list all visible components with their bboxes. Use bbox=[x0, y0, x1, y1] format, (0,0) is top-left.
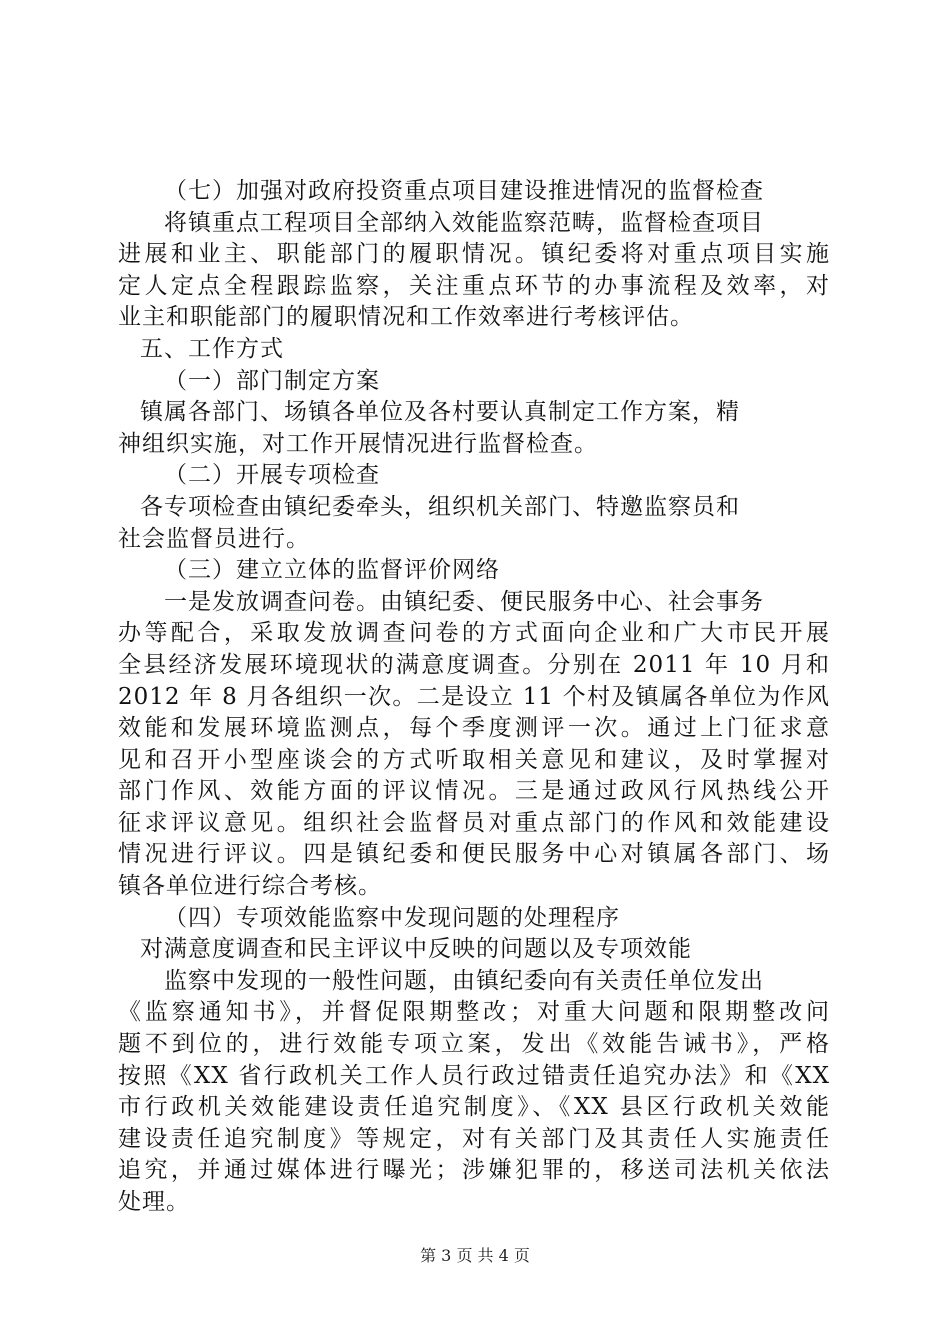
paragraph-line: 将镇重点工程项目全部纳入效能监察范畴，监督检查项目 bbox=[164, 209, 764, 236]
paragraph-line: 《监察通知书》，并督促限期整改；对重大问题和限期整改问 bbox=[118, 999, 830, 1026]
paragraph-line: 全县经济发展环境现状的满意度调查。分别在 2011 年 10 月和 bbox=[118, 651, 830, 678]
subheading-3: （三）建立立体的监督评价网络 bbox=[164, 557, 500, 584]
paragraph-line: 对满意度调查和民主评议中反映的问题以及专项效能 bbox=[140, 936, 692, 963]
paragraph-line: 神组织实施，对工作开展情况进行监督检查。 bbox=[118, 430, 598, 457]
paragraph-line: 定人定点全程跟踪监察，关注重点环节的办事流程及效率，对 bbox=[118, 272, 830, 299]
paragraph-line: 2012 年 8 月各组织一次。二是设立 11 个村及镇属各单位为作风 bbox=[118, 683, 830, 710]
paragraph-line: 见和召开小型座谈会的方式听取相关意见和建议，及时掌握对 bbox=[118, 746, 830, 773]
document-body bbox=[118, 176, 830, 1219]
subheading-1: （一）部门制定方案 bbox=[164, 367, 380, 394]
paragraph-line: 按照《XX 省行政机关工作人员行政过错责任追究办法》和《XX bbox=[118, 1062, 830, 1089]
page-footer: 第 3 页 共 4 页 bbox=[420, 1246, 530, 1265]
paragraph-line: 各专项检查由镇纪委牵头，组织机关部门、特邀监察员和 bbox=[140, 493, 740, 520]
paragraph-line: 情况进行评议。四是镇纪委和便民服务中心对镇属各部门、场 bbox=[118, 841, 830, 868]
paragraph-line: 征求评议意见。组织社会监督员对重点部门的作风和效能建设 bbox=[118, 809, 830, 836]
paragraph-line: 建设责任追究制度》等规定，对有关部门及其责任人实施责任 bbox=[118, 1125, 830, 1152]
paragraph-line: 进展和业主、职能部门的履职情况。镇纪委将对重点项目实施 bbox=[118, 241, 830, 268]
subheading-2: （二）开展专项检查 bbox=[164, 462, 380, 489]
paragraph-line: 部门作风、效能方面的评议情况。三是通过政风行风热线公开 bbox=[118, 778, 830, 805]
subheading-4: （四）专项效能监察中发现问题的处理程序 bbox=[164, 904, 620, 931]
paragraph-line: 办等配合，采取发放调查问卷的方式面向企业和广大市民开展 bbox=[118, 620, 830, 647]
paragraph-line: 市行政机关效能建设责任追究制度》、《XX 县区行政机关效能 bbox=[118, 1094, 830, 1121]
paragraph-line: 镇各单位进行综合考核。 bbox=[118, 873, 382, 900]
paragraph-line: 监察中发现的一般性问题，由镇纪委向有关责任单位发出 bbox=[164, 967, 764, 994]
paragraph-line: 追究，并通过媒体进行曝光；涉嫌犯罪的，移送司法机关依法 bbox=[118, 1157, 830, 1184]
paragraph-line: 镇属各部门、场镇各单位及各村要认真制定工作方案，精 bbox=[140, 399, 740, 426]
section-heading-7: （七）加强对政府投资重点项目建设推进情况的监督检查 bbox=[164, 178, 764, 204]
paragraph-line: 题不到位的，进行效能专项立案，发出《效能告诫书》，严格 bbox=[118, 1031, 830, 1058]
paragraph-line: 效能和发展环境监测点，每个季度测评一次。通过上门征求意 bbox=[118, 715, 830, 742]
paragraph-line: 一是发放调查问卷。由镇纪委、便民服务中心、社会事务 bbox=[164, 588, 764, 615]
paragraph-line: 业主和职能部门的履职情况和工作效率进行考核评估。 bbox=[118, 304, 694, 331]
paragraph-line: 社会监督员进行。 bbox=[118, 525, 310, 552]
section-heading-5: 五、工作方式 bbox=[140, 335, 284, 362]
paragraph-line: 处理。 bbox=[118, 1189, 190, 1215]
